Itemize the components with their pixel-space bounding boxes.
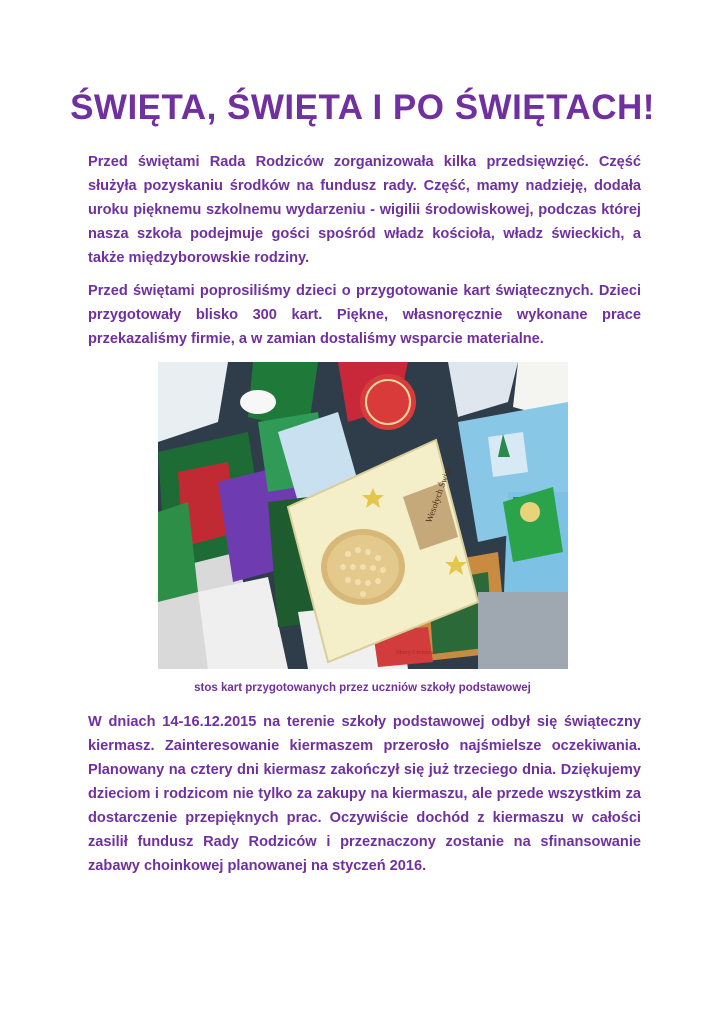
card-merry-christmas-text: Merry Christmas <box>396 650 437 656</box>
photo-christmas-cards <box>158 362 568 669</box>
card-greeting-text: Wesołych Świąt <box>423 466 453 525</box>
page-title: ŚWIĘTA, ŚWIĘTA I PO ŚWIĘTACH! <box>70 88 655 127</box>
paragraph-intro: Przed świętami Rada Rodziców zorganizowała kilka przedsięwzięć. Część służyła pozyskaniu środków na fundusz rady. Część, mamy nadzieję, dodała uroku pięknemu szkolnemu wydarzeniu - wigilii środowiskowej, podczas której nasza szkoła podejmuje gości spośród władz kościoła, władz świeckich, a także międzyborowskie rodziny. <box>88 154 641 266</box>
paragraph-fair: W dniach 14-16.12.2015 na terenie szkoły podstawowej odbył się świąteczny kiermasz. Zainteresowanie kiermaszem przerosło najśmielsze oczekiwania. Planowany na cztery dni kiermasz zakończył się już trzeciego dnia. Dziękujemy dzieciom i rodzicom nie tylko za zakupy na kiermaszu, ale przede wszystkim za dostarczenie przepięknych prac. Oczywiście dochód z kiermaszu w całości zasilił fundusz Rady Rodziców i przeznaczony zostanie na sfinansowanie zabawy choinkowej planowanej na styczeń 2016. <box>88 714 641 874</box>
paragraph-cards: Przed świętami poprosiliśmy dzieci o przygotowanie kart świątecznych. Dzieci przygotowały blisko 300 kart. Piękne, własnoręcznie wykonane prace przekazaliśmy firmie, a w zamian dostaliśmy wsparcie materialne. <box>88 283 641 347</box>
photo-caption: stos kart przygotowanych przez uczniów szkoły podstawowej <box>194 682 531 694</box>
